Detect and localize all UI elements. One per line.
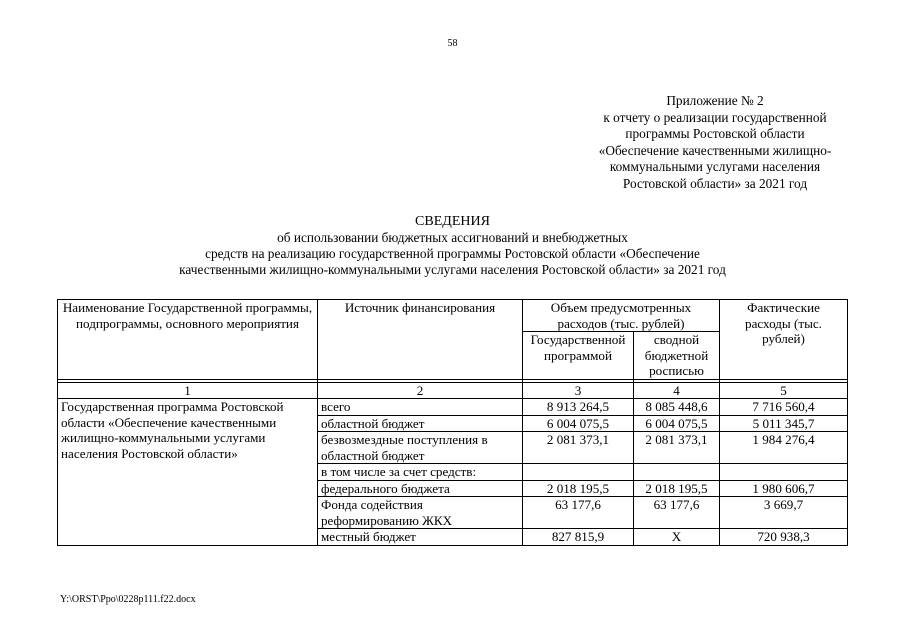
file-path-footer: Y:\ORST\Ppo\0228p111.f22.docx xyxy=(60,594,196,605)
appendix-line: «Обеспечение качественными жилищно- xyxy=(598,142,832,158)
planned-budget-value: 63 177,6 xyxy=(634,497,720,529)
heading-line: об использовании бюджетных ассигнований и внебюджетных xyxy=(277,230,628,245)
actual-value: 720 938,3 xyxy=(720,529,848,546)
document-heading xyxy=(0,214,905,278)
appendix-line: Приложение № 2 xyxy=(666,93,764,108)
actual-value xyxy=(720,464,848,481)
appendix-line: программы Ростовской области xyxy=(625,126,805,141)
planned-budget-value: 8 085 448,6 xyxy=(634,399,720,416)
funding-source: в том числе за счет средств: xyxy=(318,464,523,481)
actual-value: 3 669,7 xyxy=(720,497,848,529)
budget-table xyxy=(57,299,848,546)
header-actual: Фактические расходы (тыс. рублей) xyxy=(720,300,848,380)
column-number: 2 xyxy=(318,382,523,399)
planned-program-value: 2 018 195,5 xyxy=(523,480,634,497)
column-number: 1 xyxy=(58,382,318,399)
column-number: 5 xyxy=(720,382,848,399)
funding-source: безвозмездные поступления в областной бюджет xyxy=(318,432,523,464)
actual-value: 1 984 276,4 xyxy=(720,432,848,464)
program-name: Государственная программа Ростовской области «Обеспечение качественными жилищно-коммунальными услугами населения Ростовской области» xyxy=(58,399,318,546)
appendix-line: Ростовской области» за 2021 год xyxy=(622,175,808,191)
planned-program-value: 2 081 373,1 xyxy=(523,432,634,464)
column-number: 3 xyxy=(523,382,634,399)
planned-program-value xyxy=(523,464,634,481)
funding-source: федерального бюджета xyxy=(318,480,523,497)
planned-program-value: 63 177,6 xyxy=(523,497,634,529)
actual-value: 1 980 606,7 xyxy=(720,480,848,497)
page-number: 58 xyxy=(447,38,458,49)
planned-program-value: 6 004 075,5 xyxy=(523,415,634,432)
actual-value: 5 011 345,7 xyxy=(720,415,848,432)
document-title: СВЕДЕНИЯ xyxy=(415,214,490,229)
table-header-row xyxy=(58,300,848,332)
funding-source: местный бюджет xyxy=(318,529,523,546)
planned-program-value: 827 815,9 xyxy=(523,529,634,546)
header-planned: Объем предусмотренных расходов (тыс. рублей) xyxy=(523,300,720,332)
table-row xyxy=(58,399,848,416)
planned-program-value: 8 913 264,5 xyxy=(523,399,634,416)
appendix-line: коммунальными услугами населения xyxy=(609,159,821,174)
actual-value: 7 716 560,4 xyxy=(720,399,848,416)
planned-budget-value: 6 004 075,5 xyxy=(634,415,720,432)
heading-line: качественными жилищно-коммунальными услугами населения Ростовской области» за 2021 год xyxy=(179,262,726,277)
column-number-row xyxy=(58,382,848,399)
appendix-line: к отчету о реализации государственной xyxy=(603,109,827,125)
header-name: Наименование Государственной программы, подпрограммы, основного мероприятия xyxy=(58,300,318,380)
planned-budget-value: 2 018 195,5 xyxy=(634,480,720,497)
funding-source: областной бюджет xyxy=(318,415,523,432)
planned-budget-value: 2 081 373,1 xyxy=(634,432,720,464)
header-planned-program: Государственной программой xyxy=(523,332,634,380)
planned-budget-value: Х xyxy=(634,529,720,546)
column-number: 4 xyxy=(634,382,720,399)
appendix-note xyxy=(560,93,870,192)
funding-source: Фонда содействия реформированию ЖКХ xyxy=(318,497,523,529)
heading-line: средств на реализацию государственной программы Ростовской области «Обеспечение xyxy=(205,246,700,261)
header-source: Источник финансирования xyxy=(318,300,523,380)
header-planned-budget: сводной бюджетной росписью xyxy=(634,332,720,380)
planned-budget-value xyxy=(634,464,720,481)
funding-source: всего xyxy=(318,399,523,416)
